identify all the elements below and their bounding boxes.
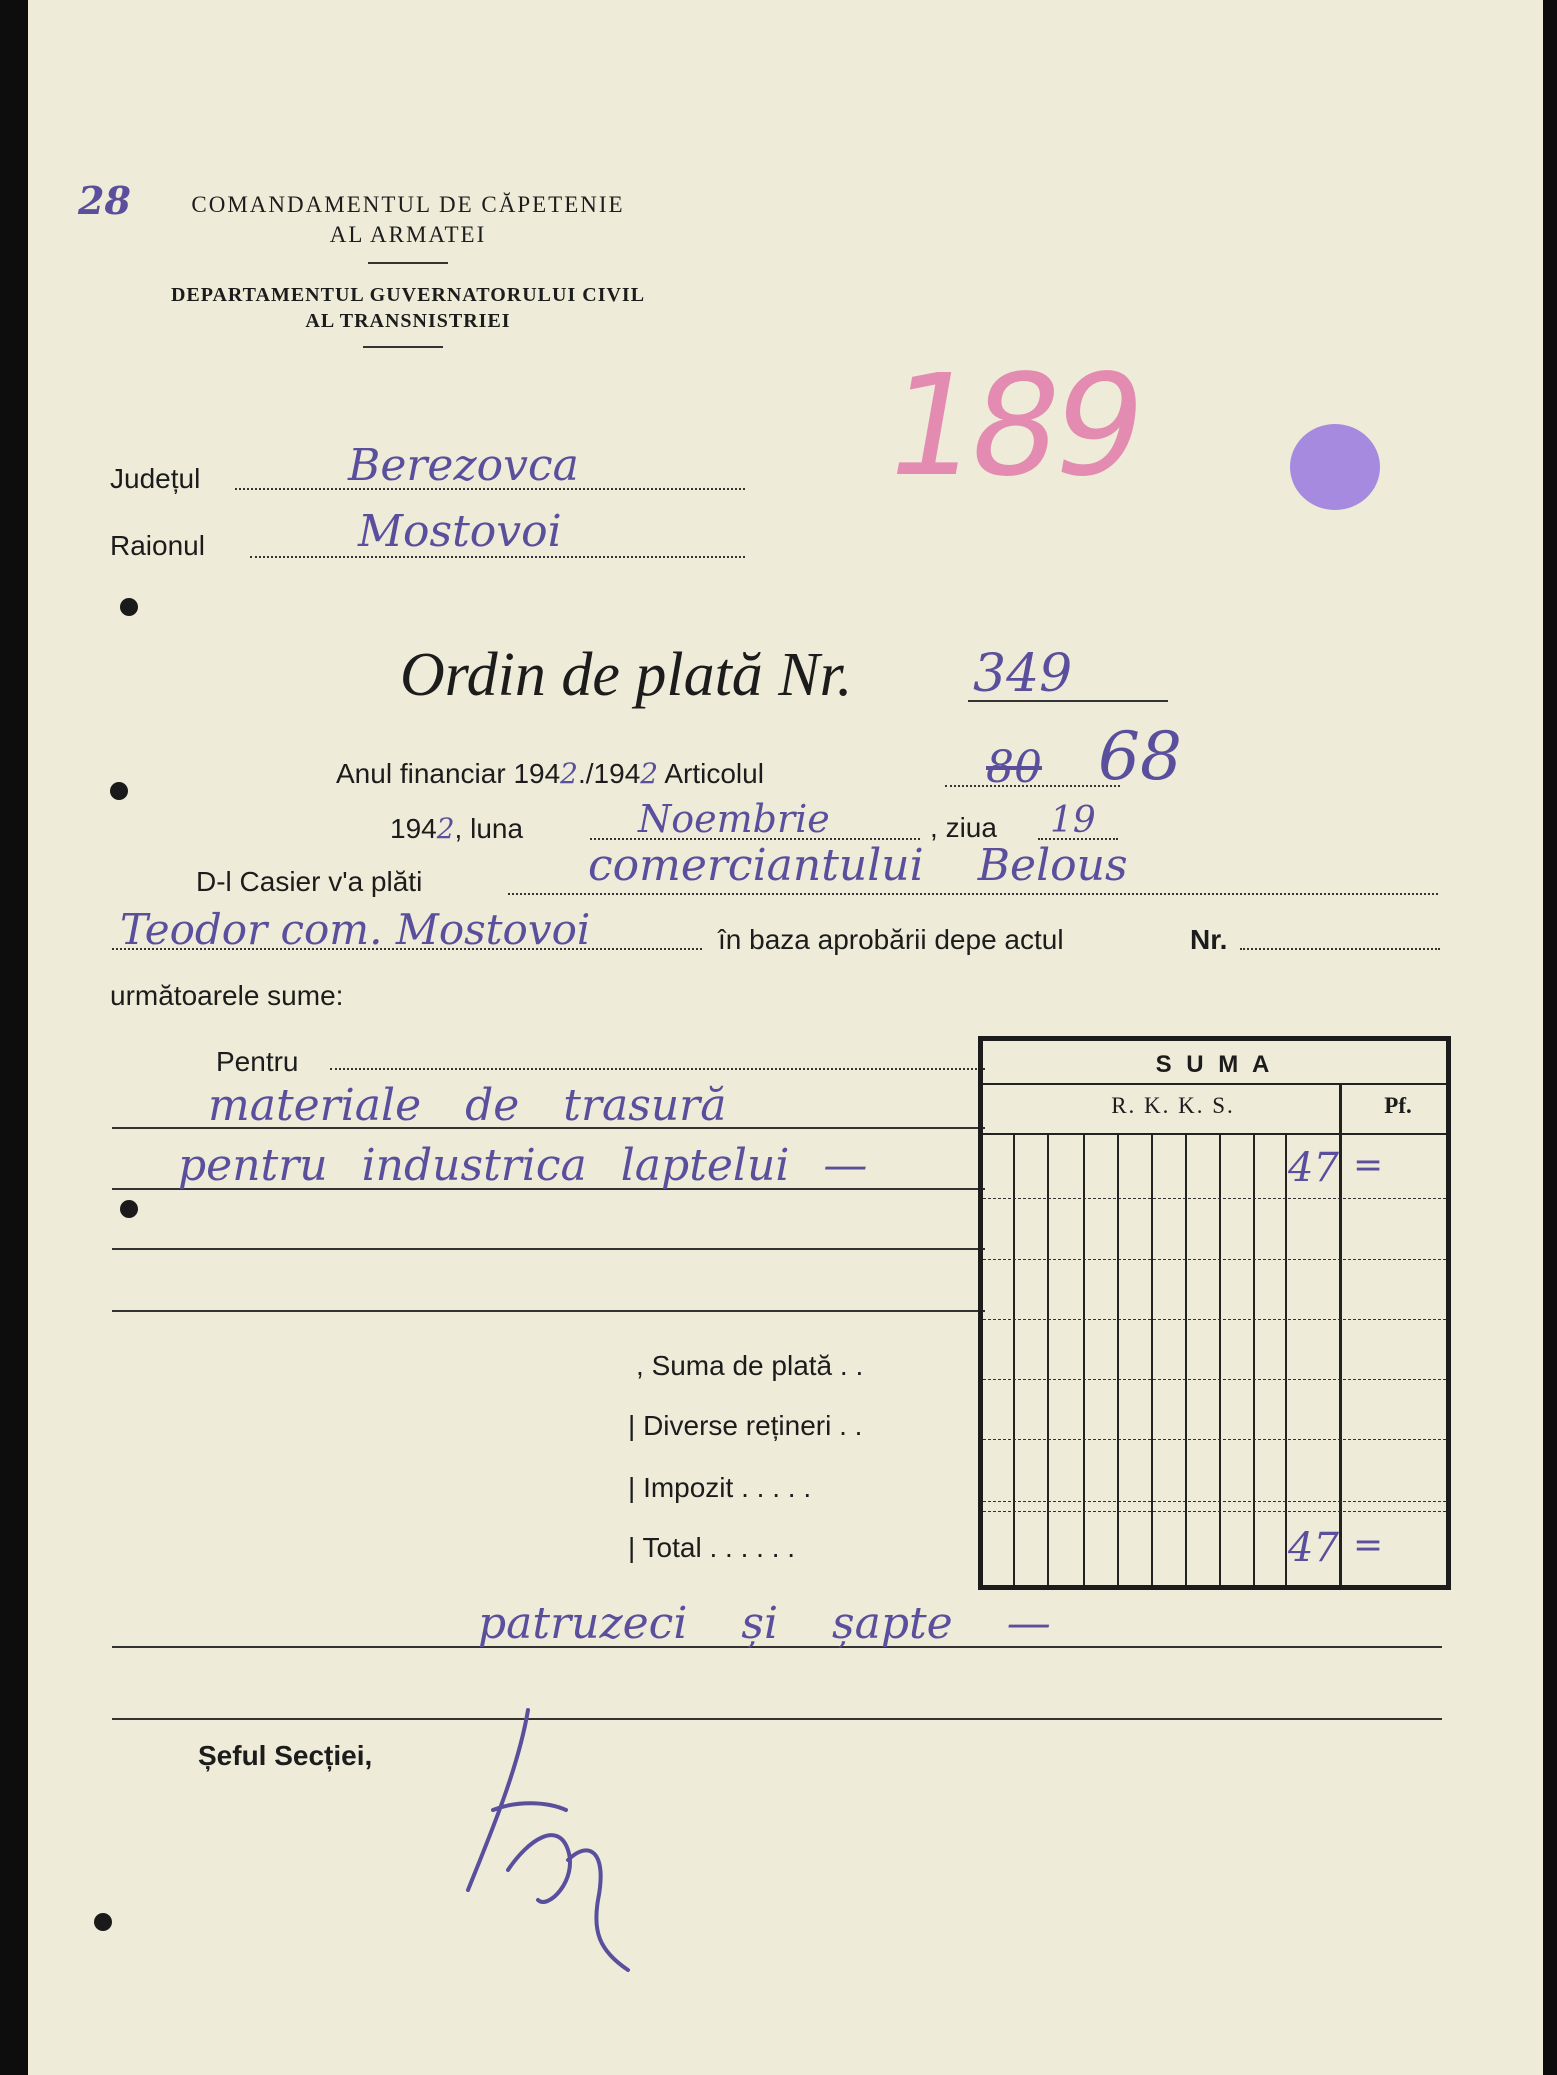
suma-header-rule: [983, 1083, 1446, 1085]
pf-header: Pf.: [1384, 1093, 1412, 1118]
articol-struck: 80: [986, 742, 1042, 793]
anul-financiar-label: Anul financiar 1942./1942 Articolul: [336, 757, 764, 790]
amount-words: patruzeci și șapte —: [478, 1598, 1051, 1649]
nr-label: Nr.: [1190, 924, 1228, 955]
punch-hole-4: [94, 1913, 112, 1931]
nr-line: [1240, 948, 1440, 950]
total-pf: =: [1353, 1525, 1384, 1566]
casier-line: [508, 893, 1438, 895]
rkks-header: R. K. K. S.: [1111, 1093, 1235, 1118]
urmatoarele-label: următoarele sume:: [110, 980, 344, 1011]
purpose-rule-3: [112, 1248, 985, 1250]
table-row-line-1: [983, 1198, 1446, 1199]
punch-hole-2: [110, 782, 128, 800]
suma-header: S U M A: [1155, 1051, 1274, 1078]
ziua-label: , ziua: [930, 812, 997, 843]
table-row-line-2: [983, 1259, 1446, 1260]
header-line-2: AL ARMATEI: [329, 222, 487, 247]
col-line-4: [1117, 1135, 1119, 1585]
impozit-label: | Impozit . . . . .: [628, 1472, 812, 1503]
total-amount: 47: [1288, 1525, 1339, 1571]
col-header-rule: [983, 1133, 1446, 1135]
corner-number: 28: [78, 178, 131, 223]
header-divider: [368, 262, 448, 264]
casier-label: D-l Casier v'a plăti: [196, 866, 423, 897]
judetul-label: Județul: [110, 463, 201, 494]
stamp-number: 189: [873, 345, 1152, 508]
col-line-7: [1219, 1135, 1221, 1585]
purple-stamp-mark: [1290, 424, 1380, 510]
table-row-line-6: [983, 1501, 1446, 1502]
pentru-label: Pentru: [216, 1046, 299, 1077]
header-line-3: DEPARTAMENTUL GUVERNATORULUI CIVIL: [170, 284, 646, 306]
col-line-2: [1047, 1135, 1049, 1585]
punch-hole-1: [120, 598, 138, 616]
payee-line-1: comerciantului Belous: [588, 840, 1128, 891]
signature-mark: [448, 1690, 688, 1990]
suma-plata-label: , Suma de plată . .: [636, 1350, 864, 1381]
col-line-3: [1083, 1135, 1085, 1585]
pf-divider-top: [1339, 1085, 1342, 1133]
col-line-1: [1013, 1135, 1015, 1585]
judetul-value: Berezovca: [348, 440, 579, 491]
pf-divider: [1339, 1135, 1342, 1585]
table-row-line-4: [983, 1379, 1446, 1380]
payee-line-2: Teodor com. Mostovoi: [120, 905, 591, 954]
col-line-6: [1185, 1135, 1187, 1585]
purpose-line-1: materiale de trasură: [208, 1080, 727, 1131]
col-line-9: [1285, 1135, 1287, 1585]
purpose-rule-4: [112, 1310, 985, 1312]
table-row-line-3: [983, 1319, 1446, 1320]
suma-table: [978, 1036, 1451, 1590]
date-year: 1942, luna: [390, 812, 524, 845]
purpose-line-2: pentru industrica laptelui —: [178, 1140, 868, 1191]
baza-label: în baza aprobării depe actul: [718, 924, 1064, 955]
row1-amount: 47: [1288, 1145, 1339, 1191]
header-line-4: AL TRANSNISTRIEI: [305, 310, 511, 332]
ziua-value: 19: [1050, 800, 1096, 841]
table-row-line-5: [983, 1439, 1446, 1440]
col-line-5: [1151, 1135, 1153, 1585]
document-title: Ordin de plată Nr.: [400, 641, 853, 709]
articol-value: 68: [1098, 718, 1182, 795]
sef-sectie-label: Șeful Secției,: [198, 1740, 373, 1771]
header-line-1: COMANDAMENTUL DE CĂPETENIE: [191, 192, 625, 217]
signature-top-line: [112, 1718, 1442, 1720]
col-line-8: [1253, 1135, 1255, 1585]
raionul-label: Raionul: [110, 530, 205, 561]
punch-hole-3: [120, 1200, 138, 1218]
header-divider-2: [363, 346, 443, 348]
raionul-value: Mostovoi: [358, 506, 562, 557]
total-label: | Total . . . . . .: [628, 1532, 796, 1563]
order-number: 349: [973, 644, 1073, 704]
row1-pf: =: [1353, 1145, 1384, 1186]
luna-value: Noembrie: [638, 797, 830, 841]
table-row-line-7: [983, 1511, 1446, 1512]
diverse-label: | Diverse rețineri . .: [628, 1410, 863, 1441]
payment-order-sheet: [28, 0, 1543, 2075]
pentru-line: [330, 1068, 985, 1070]
